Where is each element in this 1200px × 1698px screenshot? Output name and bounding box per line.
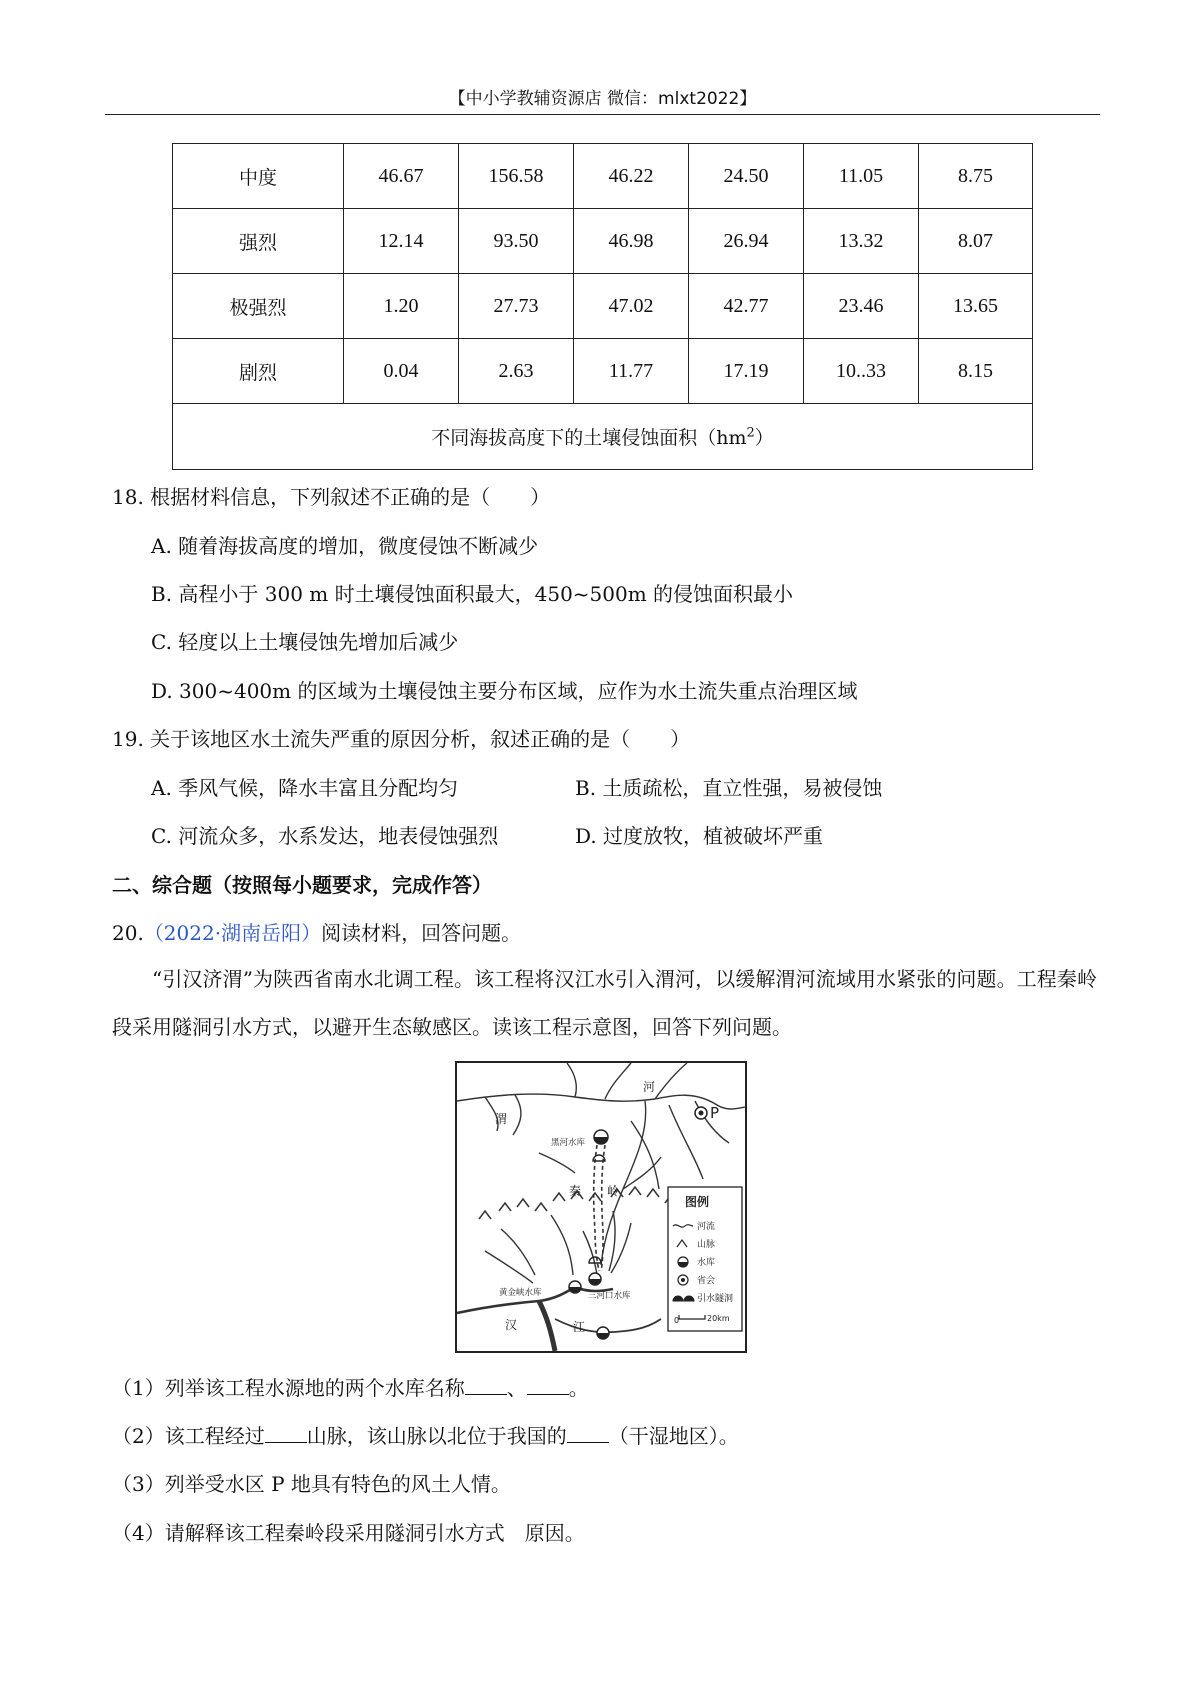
q19-stem: 19. 关于该地区水土流失严重的原因分析，叙述正确的是（ ） — [112, 727, 691, 751]
table-cell: 26.94 — [689, 209, 804, 274]
legend-item-mountain: 山脉 — [697, 1240, 716, 1250]
map-label-wei: 渭 — [495, 1112, 508, 1126]
table-cell: 23.46 — [804, 274, 919, 339]
q18-option-b: B. 高程小于 300 m 时土壤侵蚀面积最大，450~500m 的侵蚀面积最小 — [151, 582, 794, 606]
section-title: 二、综合题（按照每小题要求，完成作答） — [112, 873, 492, 897]
table-row — [173, 209, 1033, 274]
map-label-heihe-reservoir: 黑河水库 — [551, 1138, 586, 1148]
table-row — [173, 339, 1033, 404]
table-cell: 156.58 — [459, 144, 574, 209]
table-cell: 13.65 — [919, 274, 1033, 339]
legend-scale-label: 20km — [707, 1314, 730, 1323]
map-label-han: 汉 — [505, 1318, 518, 1332]
legend-item-reservoir: 水库 — [697, 1258, 716, 1268]
q20-sub1: （1）列举该工程水源地的两个水库名称 、 。 — [112, 1376, 589, 1400]
answer-blank-1[interactable] — [465, 1376, 507, 1395]
erosion-table — [172, 143, 1033, 470]
map-label-qin: 秦 — [569, 1184, 582, 1198]
table-cell: 12.14 — [344, 209, 459, 274]
table-cell: 27.73 — [459, 274, 574, 339]
table-row — [173, 144, 1033, 209]
project-map — [455, 1061, 747, 1353]
map-label-jiang: 江 — [573, 1320, 586, 1334]
table-cell: 8.15 — [919, 339, 1033, 404]
table-cell: 17.19 — [689, 339, 804, 404]
q20-source-link[interactable]: （2022·湖南岳阳） — [143, 921, 322, 945]
q19-option-c: C. 河流众多，水系发达，地表侵蚀强烈 — [151, 824, 499, 848]
answer-blank-2[interactable] — [527, 1376, 569, 1395]
table-cell: 8.75 — [919, 144, 1033, 209]
q20-sub4: （4）请解释该工程秦岭段采用隧洞引水方式 原因。 — [112, 1521, 585, 1545]
table-cell: 46.98 — [574, 209, 689, 274]
answer-blank-4[interactable] — [567, 1424, 609, 1443]
map-label-huangjinxia-reservoir: 黄金峡水库 — [499, 1288, 542, 1298]
q20-sub2: （2）该工程经过 山脉，该山脉以北位于我国的 （干湿地区）。 — [112, 1424, 739, 1448]
table-cell: 46.67 — [344, 144, 459, 209]
row-label: 中度 — [173, 144, 344, 209]
page-header: 【中小学教辅资源店 微信：mlxt2022】 — [448, 89, 757, 109]
table-cell: 11.77 — [574, 339, 689, 404]
map-legend — [668, 1187, 742, 1331]
legend-scale-zero: 0 — [674, 1316, 680, 1325]
table-cell: 11.05 — [804, 144, 919, 209]
map-label-ling: 岭 — [607, 1184, 620, 1198]
table-cell: 24.50 — [689, 144, 804, 209]
q20-stem: 20.（2022·湖南岳阳）阅读材料，回答问题。 — [112, 921, 522, 945]
q18-option-c: C. 轻度以上土壤侵蚀先增加后减少 — [151, 630, 459, 654]
q19-option-d: D. 过度放牧，植被破坏严重 — [575, 824, 824, 848]
table-cell: 47.02 — [574, 274, 689, 339]
q18-stem: 18. 根据材料信息，下列叙述不正确的是（ ） — [112, 485, 551, 509]
row-label: 极强烈 — [173, 274, 344, 339]
legend-title: 图例 — [685, 1195, 710, 1209]
q19-option-a: A. 季风气候，降水丰富且分配均匀 — [151, 776, 459, 800]
table-row — [173, 274, 1033, 339]
table-cell: 10..33 — [804, 339, 919, 404]
legend-item-tunnel: 引水隧洞 — [697, 1294, 734, 1304]
table-cell: 42.77 — [689, 274, 804, 339]
table-cell: 8.07 — [919, 209, 1033, 274]
q18-option-d: D. 300~400m 的区域为土壤侵蚀主要分布区域，应作为水土流失重点治理区域 — [151, 679, 858, 703]
header-rule — [105, 114, 1100, 115]
table-cell: 93.50 — [459, 209, 574, 274]
table-cell: 0.04 — [344, 339, 459, 404]
map-label-he: 河 — [643, 1080, 656, 1094]
map-label-sanhekou-reservoir: 三河口水库 — [588, 1291, 631, 1301]
legend-item-capital: 省会 — [697, 1276, 716, 1286]
table-cell: 46.22 — [574, 144, 689, 209]
row-label: 剧烈 — [173, 339, 344, 404]
legend-item-river: 河流 — [697, 1222, 716, 1232]
q19-option-b: B. 土质疏松，直立性强，易被侵蚀 — [575, 776, 883, 800]
row-label: 强烈 — [173, 209, 344, 274]
q20-material: “引汉济渭”为陕西省南水北调工程。该工程将汉江水引入渭河，以缓解渭河流域用水紧张的问题。工程秦岭段采用隧洞引水方式，以避开生态敏感区。读该工程示意图，回答下列问题。 — [112, 967, 1097, 1039]
table-cell: 13.32 — [804, 209, 919, 274]
table-caption-row — [173, 404, 1033, 470]
map-label-p: P — [710, 1104, 720, 1122]
table-caption: 不同海拔高度下的土壤侵蚀面积$(hm^2)$ — [173, 404, 1033, 470]
q20-sub3: （3）列举受水区 P 地具有特色的风土人情。 — [112, 1472, 511, 1496]
table-cell: 1.20 — [344, 274, 459, 339]
q18-option-a: A. 随着海拔高度的增加，微度侵蚀不断减少 — [151, 534, 539, 558]
table-cell: 2.63 — [459, 339, 574, 404]
capital-p-symbol — [695, 1107, 707, 1119]
answer-blank-3[interactable] — [265, 1424, 307, 1443]
